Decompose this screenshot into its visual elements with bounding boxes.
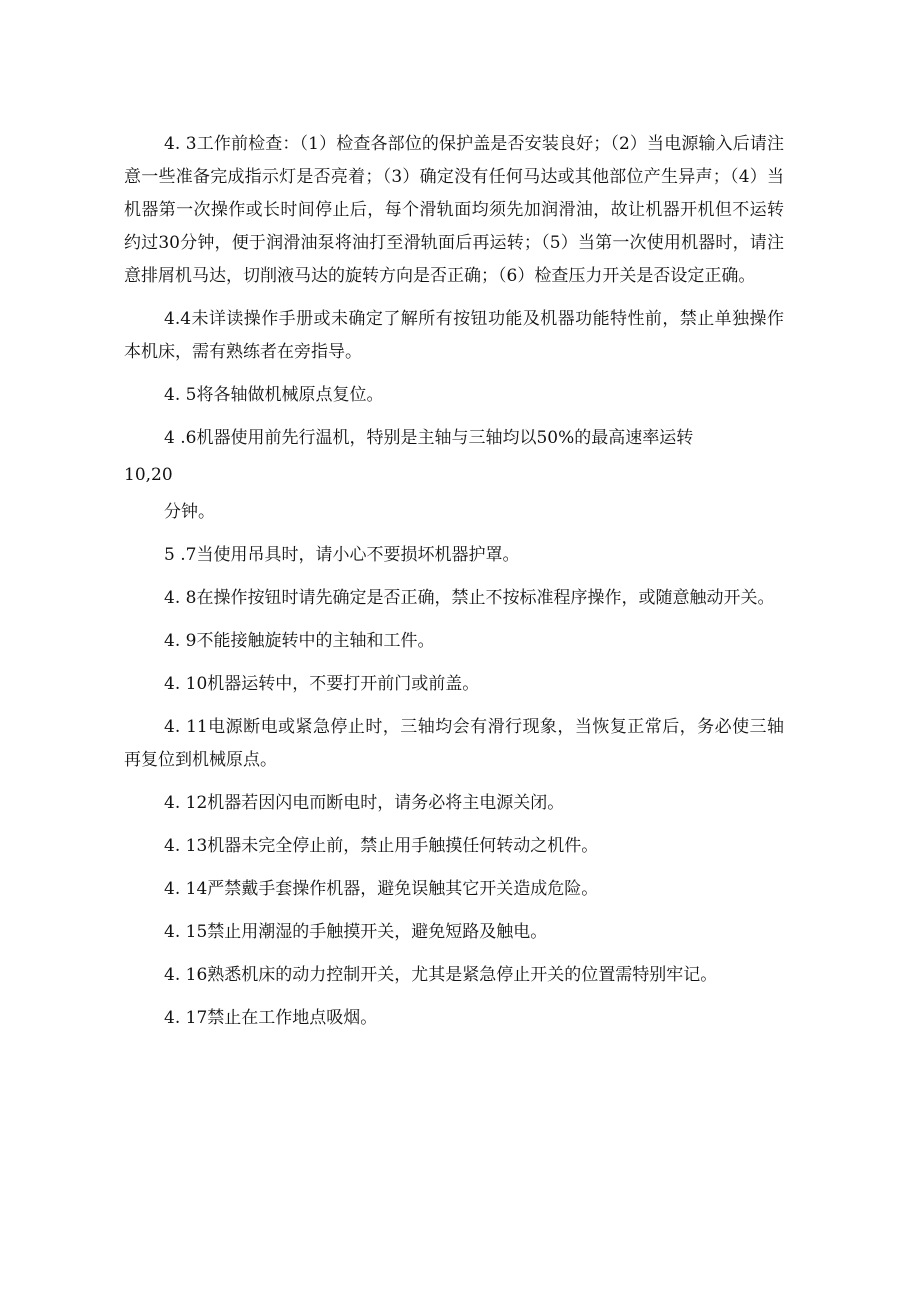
paragraph-4-8-buttons: 4. 8在操作按钮时请先确定是否正确，禁止不按标准程序操作，或随意触动开关。 [164, 588, 775, 608]
paragraph-4-3-pre-work-check: 4. 3工作前检查：（1）检查各部位的保护盖是否安装良好；（2）当电源输入后请注意一些准备完成指示灯是否亮着；（3）确定没有任何马达或其他部位产生异声；（4）当机器第一次操作或长时间停止后，每个滑轨面均须先加润滑油，故让机器开机但不运转约过30分钟，便于润滑油泵将油打至滑轨面后再运转；（5）当第一次使用机器时，请注意排屑机马达，切削液马达的旋转方向是否正确；（6）检查压力开关是否设定正确。 [124, 134, 784, 286]
paragraph-4-6-duration: 10,20 [124, 465, 173, 485]
paragraph-4-13-moving-parts: 4. 13机器未完全停止前，禁止用手触摸任何转动之机件。 [164, 836, 599, 856]
paragraph-4-9-rotating-spindle: 4. 9不能接触旋转中的主轴和工件。 [164, 631, 435, 651]
paragraph-4-17-no-smoking: 4. 17禁止在工作地点吸烟。 [164, 1008, 378, 1028]
paragraph-4-6-unit: 分钟。 [164, 502, 215, 522]
paragraph-4-15-wet-hands: 4. 15禁止用潮湿的手触摸开关，避免短路及触电。 [164, 922, 548, 942]
paragraph-4-6-warm-up: 4 .6机器使用前先行温机，特别是主轴与三轴均以50%的最高速率运转 [164, 428, 694, 448]
paragraph-4-7-hoist: 5 .7当使用吊具时，请小心不要损坏机器护罩。 [164, 545, 520, 565]
paragraph-4-10-front-door: 4. 10机器运转中，不要打开前门或前盖。 [164, 674, 480, 694]
paragraph-4-4-read-manual: 4.4未详读操作手册或未确定了解所有按钮功能及机器功能特性前，禁止单独操作本机床，需有熟练者在旁指导。 [124, 309, 784, 362]
document-body [124, 128, 784, 1045]
paragraph-4-11-power-off: 4. 11电源断电或紧急停止时，三轴均会有滑行现象，当恢复正常后，务必使三轴再复位到机械原点。 [124, 717, 784, 770]
paragraph-4-5-axis-home: 4. 5将各轴做机械原点复位。 [164, 385, 384, 405]
paragraph-4-12-lightning: 4. 12机器若因闪电而断电时，请务必将主电源关闭。 [164, 793, 565, 813]
paragraph-4-14-gloves: 4. 14严禁戴手套操作机器，避免误触其它开关造成危险。 [164, 879, 599, 899]
paragraph-4-16-emergency-stop: 4. 16熟悉机床的动力控制开关，尤其是紧急停止开关的位置需特别牢记。 [164, 965, 718, 985]
